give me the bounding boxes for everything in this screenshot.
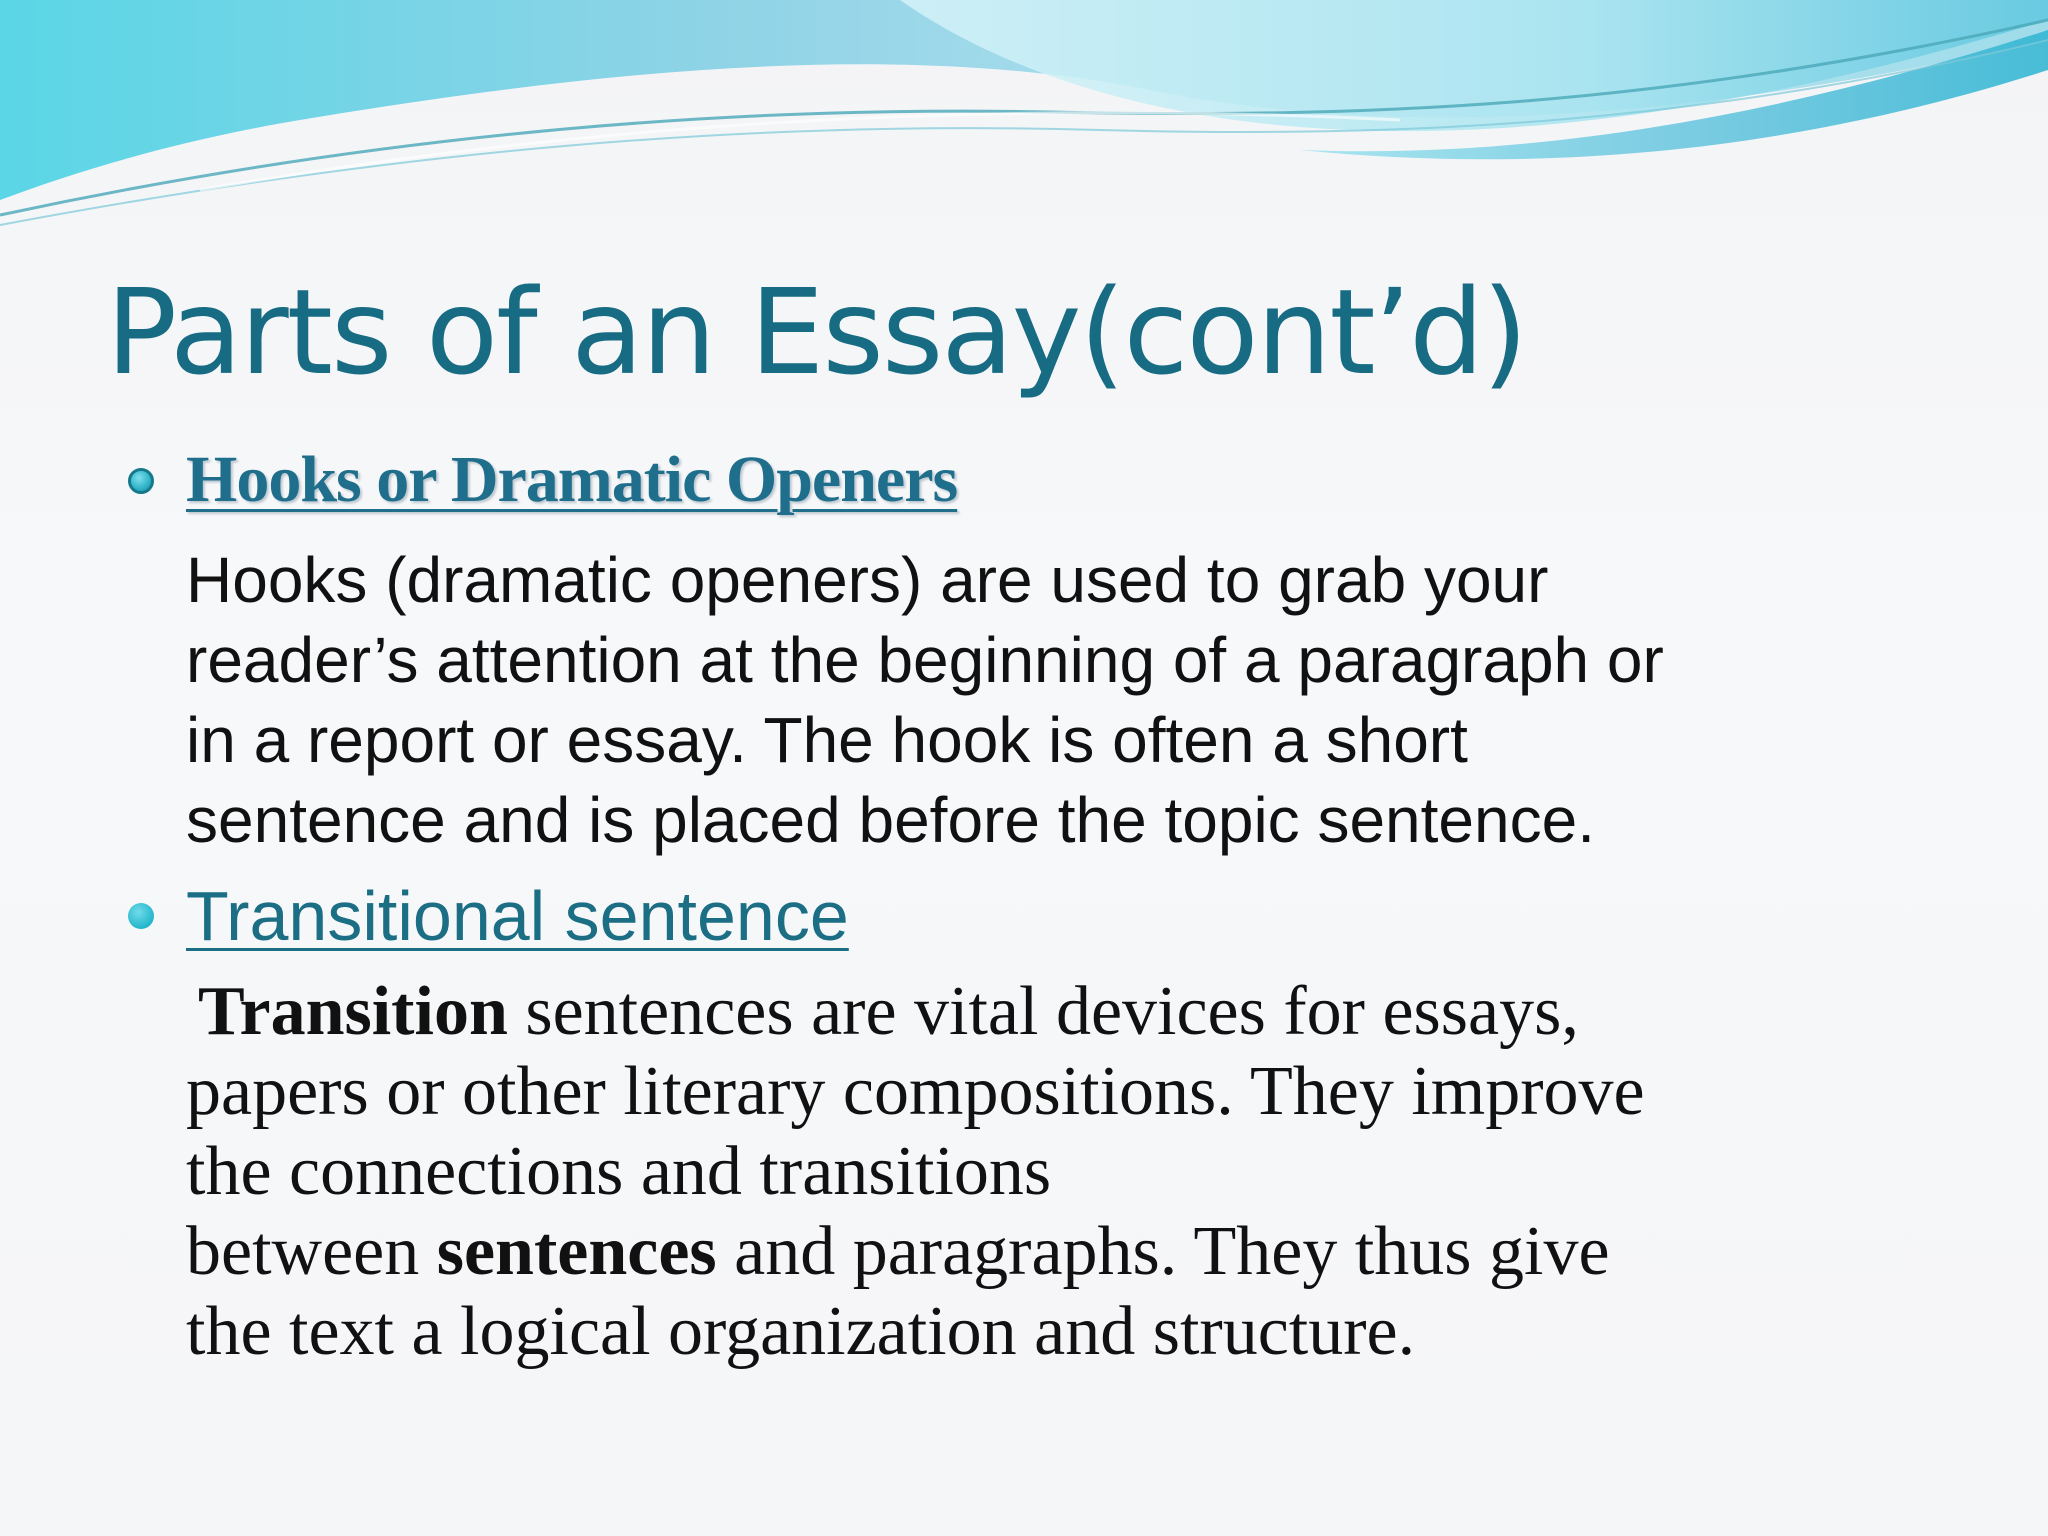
section-heading-transitional[interactable]: Transitional sentence <box>186 877 849 955</box>
slide-title: Parts of an Essay(cont’d) <box>106 263 1527 401</box>
body-line: in a report or essay. The hook is often a short <box>186 704 1468 776</box>
body-line: the text a logical organization and structure. <box>186 1293 1416 1370</box>
header-wave-decoration <box>0 0 2048 240</box>
bold-term: sentences <box>436 1213 717 1290</box>
section-heading-hooks[interactable]: Hooks or Dramatic Openers <box>186 443 958 516</box>
bullet-icon <box>128 903 154 929</box>
section-body-hooks <box>186 540 1986 860</box>
body-line: reader’s attention at the beginning of a paragraph or <box>186 624 1664 696</box>
body-line <box>186 972 2006 1052</box>
body-line <box>186 1212 2006 1292</box>
body-line: the connections and transitions <box>186 1133 1052 1210</box>
body-text: between <box>186 1213 437 1290</box>
body-text: sentences are vital devices for essays, <box>507 973 1579 1050</box>
body-line: sentence and is placed before the topic sentence. <box>186 784 1595 856</box>
body-line: Hooks (dramatic openers) are used to grab your <box>186 544 1549 616</box>
section-body-transitional <box>186 972 2006 1372</box>
body-text: and paragraphs. They thus give <box>716 1213 1610 1290</box>
bullet-icon <box>128 468 154 494</box>
bold-term: Transition <box>198 973 508 1050</box>
body-line: papers or other literary compositions. They improve <box>186 1053 1645 1130</box>
